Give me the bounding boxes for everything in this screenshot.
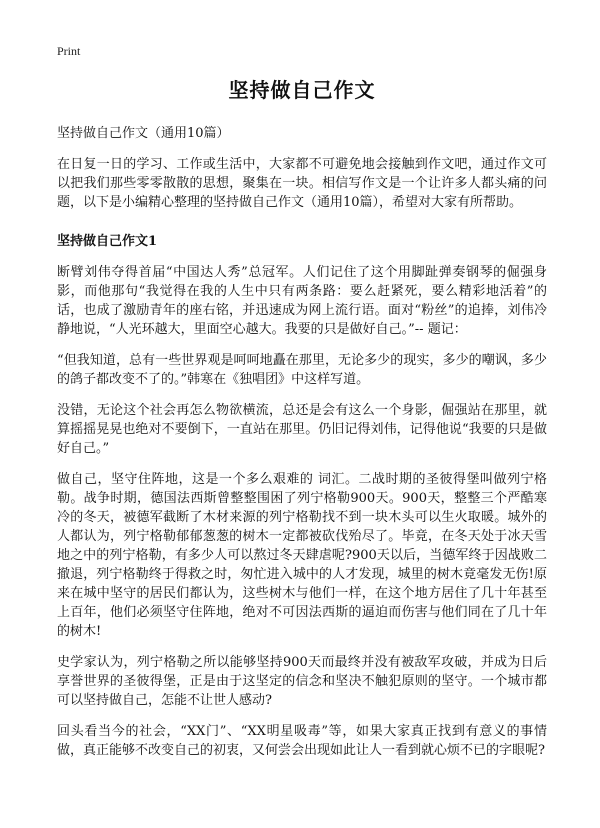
body-paragraph: 断臂刘伟夺得首届“中国达人秀”总冠军。人们记住了这个用脚趾弹奏钢琴的倔强身影，而他那句“我觉得在我的人生中只有两条路：要么赶紧死，要么精彩地活着”的话，也成了激励青年的座右铭，并迅速成为网上流行语。面对“粉丝”的追捧，刘伟冷静地说，“人光环越大，里面空心越大。我要的只是做好自己。”-- 题记： [57, 265, 547, 337]
body-paragraph: 回头看当今的社会，“XX门”、“XX明星吸毒”等，如果大家真正找到有意义的事情做，真正能够不改变自己的初衷，又何尝会出现如此让人一看到就心烦不已的字眼呢? [57, 724, 547, 758]
intro-paragraph: 在日复一日的学习、工作或生活中，大家都不可避免地会接触到作文吧，通过作文可以把我们那些零零散散的思想，聚集在一块。相信写作文是一个让许多人都头痛的问题，以下是小编精心整理的坚持做自己作文（通用10篇），希望对大家有所帮助。 [57, 157, 547, 210]
print-link[interactable]: Print [57, 44, 81, 58]
body-paragraph: 做自己，坚守住阵地，这是一个多么艰难的 词汇。二战时期的圣彼得堡叫做列宁格勒。战争时期，德国法西斯曾整整围困了列宁格勒900天。900天，整整三个严酷寒冷的冬天，被德军截断了木材来源的列宁格勒找不到一块木头可以生火取暖。城外的人都认为，列宁格勒郁郁葱葱的树木一定都被砍伐殆尽了。毕竟，在冬天处于冰天雪地之中的列宁格勒，有多少人可以熬过冬天肆虐呢?900天以后，当德军终于因战败二撤退，列宁格勒终于得救之时，匆忙进入城中的人才发现，城里的树木竟毫发无伤!原来在城中坚守的居民们都认为，这些树木与他们一样，在这个地方居住了几十年甚至上百年，他们必须坚守住阵地，绝对不可因法西斯的逼迫而伤害与他们同在了几十年的树木! [57, 472, 547, 639]
document-title: 坚持做自己作文 [228, 78, 376, 102]
document-subtitle: 坚持做自己作文（通用10篇） [57, 126, 230, 141]
body-paragraph: 没错，无论这个社会再怎么物欲横流，总还是会有这么一个身影，倔强站在那里，就算摇摇晃晃也绝对不要倒下，一直站在那里。仍旧记得刘伟，记得他说“我要的只是做好自己。” [57, 403, 547, 456]
document-body [57, 76, 547, 772]
body-paragraph: “但我知道，总有一些世界观是呵呵地矗在那里，无论多少的现实，多少的嘲讽，多少的鸽子都改变不了的。”韩寒在《独唱团》中这样写道。 [57, 353, 547, 387]
body-paragraph: 史学家认为，列宁格勒之所以能够坚持900天而最终并没有被敌军攻破，并成为日后享誉世界的圣彼得堡，正是由于这坚定的信念和坚决不触犯原则的坚守。一个城市都可以坚持做自己，怎能不让世人感动? [57, 655, 547, 708]
section-heading: 坚持做自己作文1 [57, 234, 158, 249]
